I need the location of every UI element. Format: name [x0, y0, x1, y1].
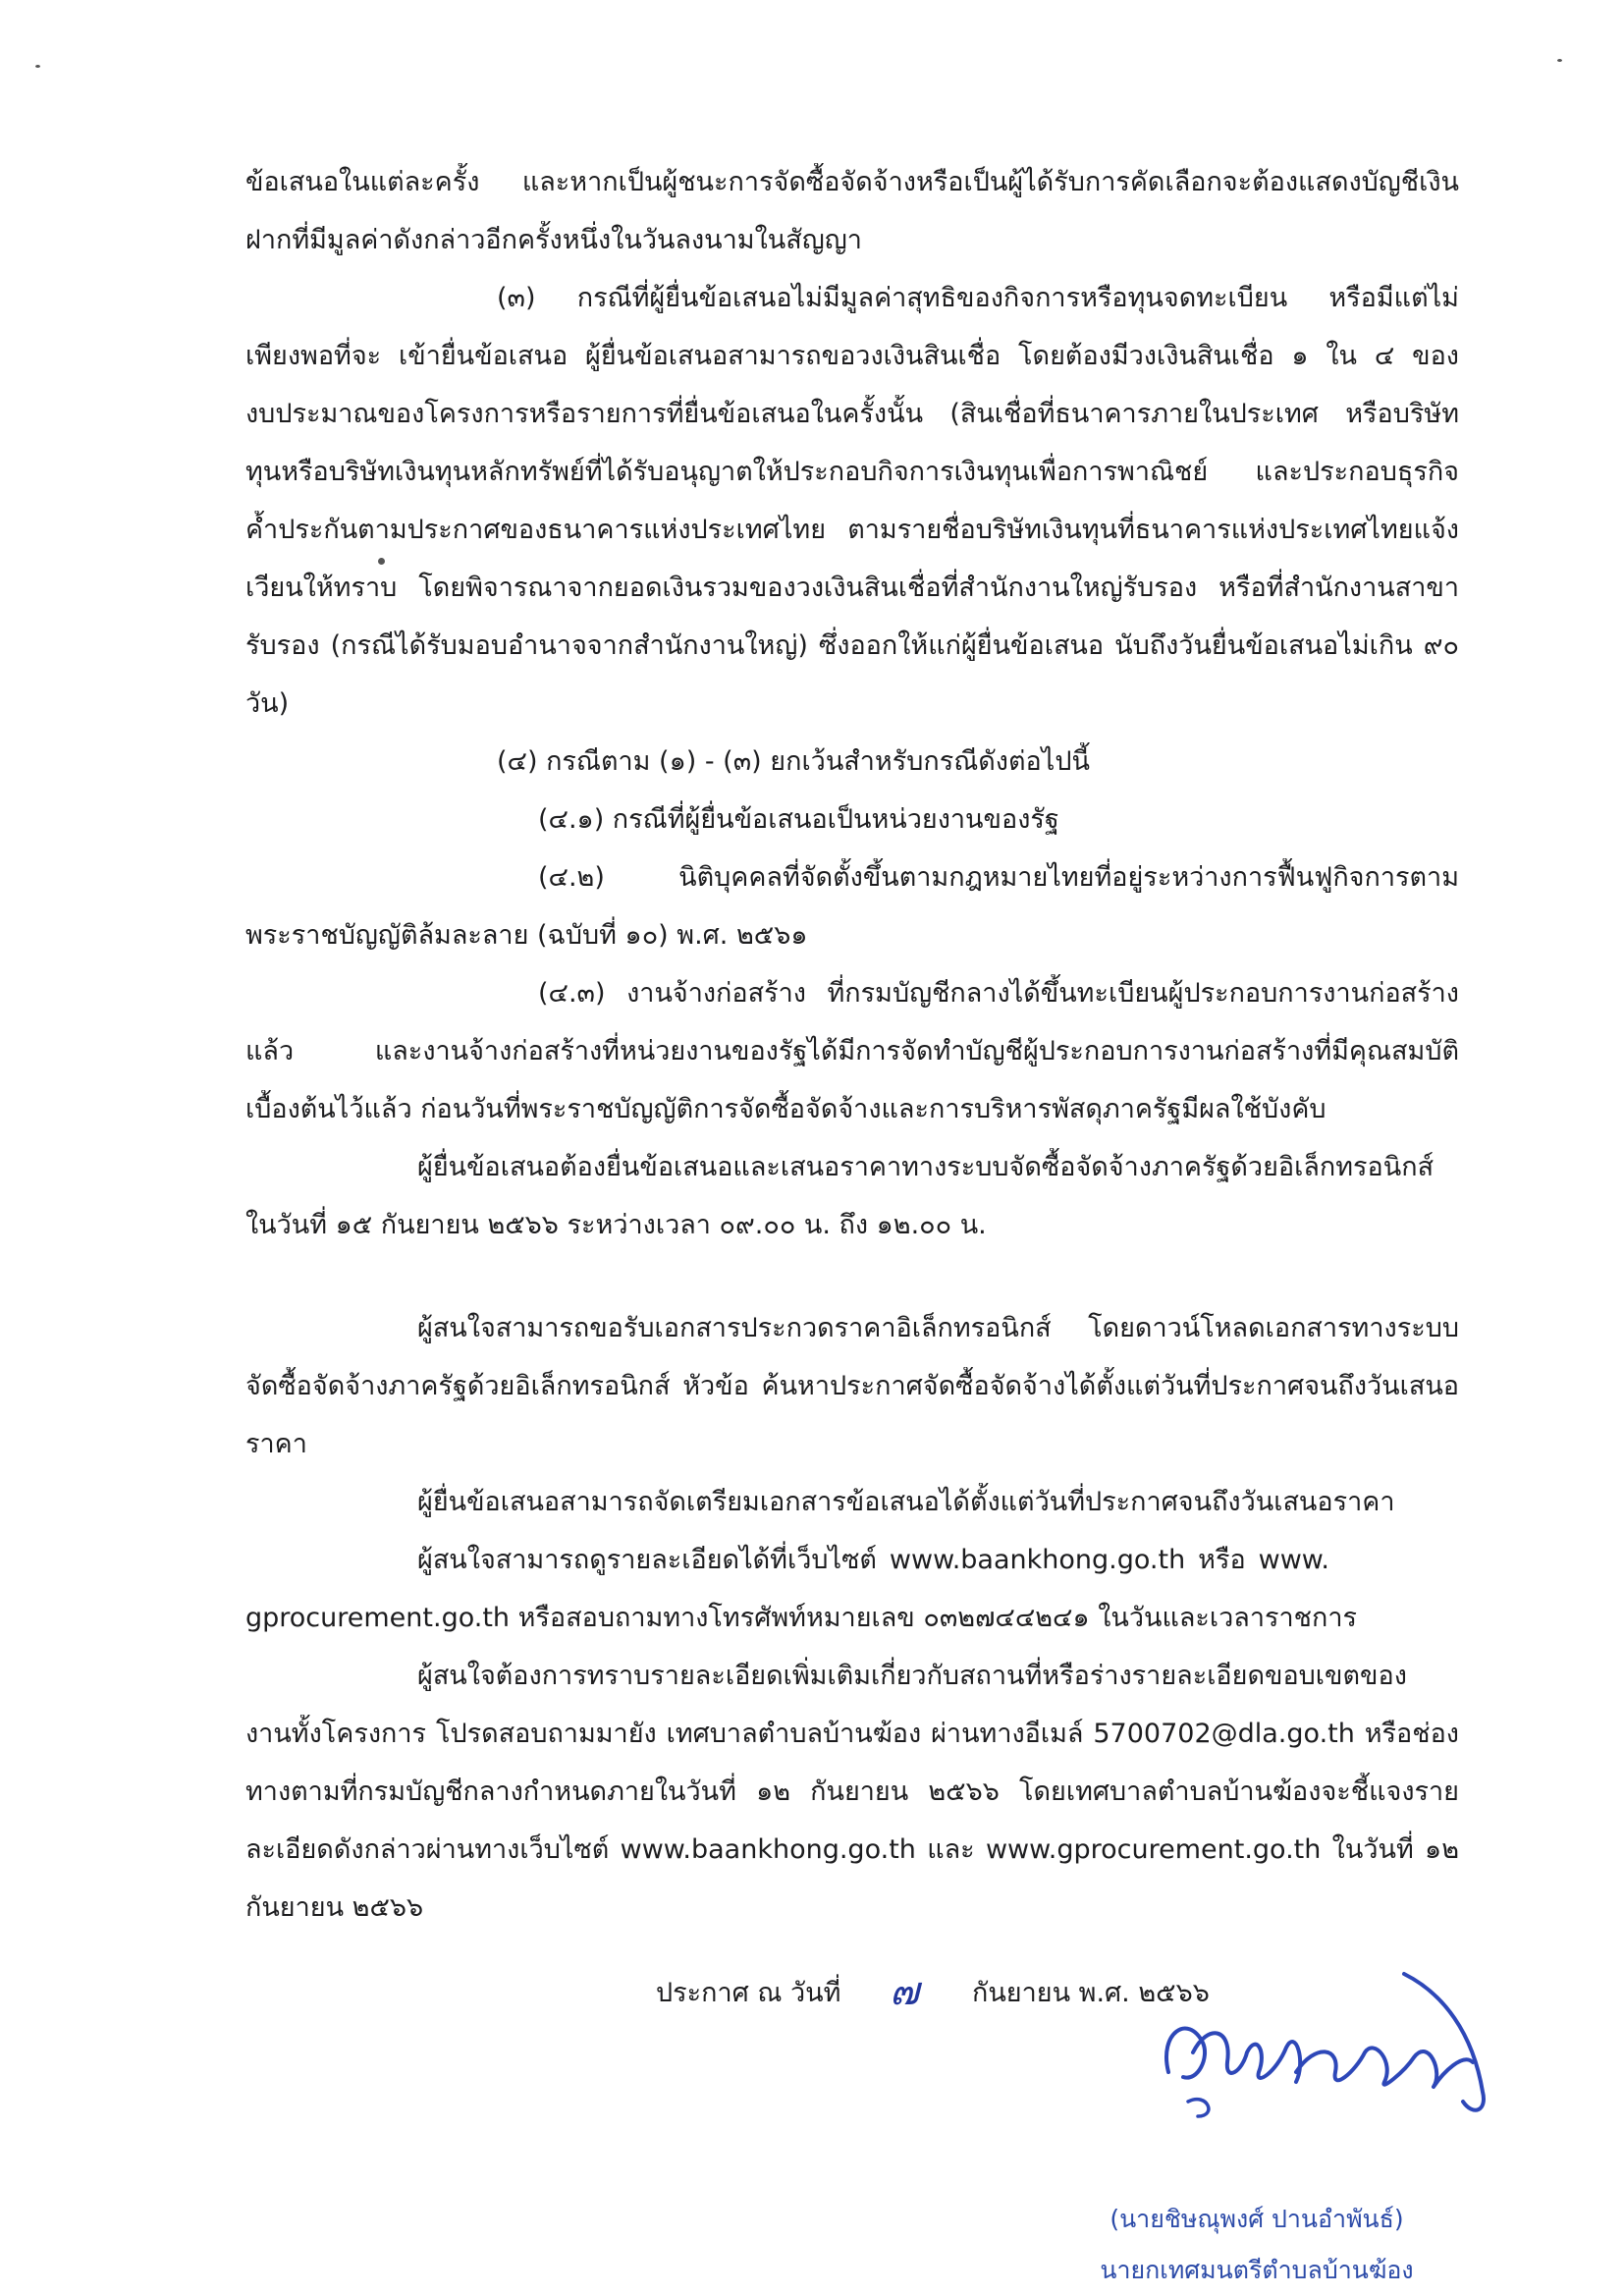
- paragraph-line: ราคา: [245, 1429, 307, 1459]
- paragraph-line: งบประมาณของโครงการหรือรายการที่ยื่นข้อเสนอในครั้งนั้น (สินเชื่อที่ธนาคารภายในประเทศ หรือบริษัท: [245, 399, 1459, 429]
- signatory-position: นายกเทศมนตรีตำบลบ้านฆ้อง: [1100, 2256, 1414, 2284]
- paragraph-line: วัน): [245, 688, 290, 719]
- paragraph-line: กันยายน ๒๕๖๖: [245, 1892, 424, 1923]
- paragraph-line: ทางตามที่กรมบัญชีกลางกำหนดภายในวันที่ ๑๒ กันยายน ๒๕๖๖ โดยเทศบาลตำบลบ้านฆ้องจะชี้แจงราย: [245, 1777, 1459, 1807]
- scan-speck: [1557, 59, 1562, 62]
- signature-block: [1041, 2200, 1473, 2290]
- announce-date-suffix: กันยายน พ.ศ. ๒๕๖๖: [972, 1978, 1210, 2008]
- paragraph-line: งานทั้งโครงการ โปรดสอบถามมายัง เทศบาลตำบลบ้านฆ้อง ผ่านทางอีเมล์ 5700702@dla.go.th หรือช่อง: [245, 1719, 1459, 1749]
- scan-speck: [35, 65, 40, 68]
- paragraph-line: ผู้สนใจสามารถดูรายละเอียดได้ที่เว็บไซต์ www.baankhong.go.th หรือ www.: [417, 1545, 1329, 1575]
- paragraph-line: รับรอง (กรณีได้รับมอบอำนาจจากสำนักงานใหญ่) ซึ่งออกให้แก่ผู้ยื่นข้อเสนอ นับถึงวันยื่นข้อเสนอไม่เกิน ๙๐: [245, 630, 1459, 661]
- paragraph-line: ฝากที่มีมูลค่าดังกล่าวอีกครั้งหนึ่งในวันลงนามในสัญญา: [245, 225, 862, 255]
- paragraph-line: ผู้ยื่นข้อเสนอสามารถจัดเตรียมเอกสารข้อเสนอได้ตั้งแต่วันที่ประกาศจนถึงวันเสนอราคา: [417, 1487, 1395, 1517]
- paragraph-line: เพียงพอที่จะ เข้ายื่นข้อเสนอ ผู้ยื่นข้อเสนอสามารถขอวงเงินสินเชื่อ โดยต้องมีวงเงินสินเชื่อ ๑ ใน ๔ ของ: [245, 341, 1459, 371]
- paragraph-line: ละเอียดดังกล่าวผ่านทางเว็บไซต์ www.baankhong.go.th และ www.gprocurement.go.th ในวันที่ ๑๒: [245, 1834, 1459, 1865]
- paragraph-line: ในวันที่ ๑๕ กันยายน ๒๕๖๖ ระหว่างเวลา ๐๙.๐๐ น. ถึง ๑๒.๐๐ น.: [245, 1210, 987, 1240]
- paragraph-line: ค้ำประกันตามประกาศของธนาคารแห่งประเทศไทย ตามรายชื่อบริษัทเงินทุนที่ธนาคารแห่งประเทศไทยแจ้ง: [245, 515, 1459, 545]
- signatory-name: (นายชิษณุพงศ์ ปานอำพันธ์): [1110, 2205, 1404, 2233]
- paragraph-line: (๓) กรณีที่ผู้ยื่นข้อเสนอไม่มีมูลค่าสุทธิของกิจการหรือทุนจดทะเบียน หรือมีแต่ไม่: [497, 283, 1459, 313]
- paragraph-line: ผู้สนใจสามารถขอรับเอกสารประกวดราคาอิเล็กทรอนิกส์ โดยดาวน์โหลดเอกสารทางระบบ: [417, 1313, 1459, 1343]
- paragraph-line: ผู้ยื่นข้อเสนอต้องยื่นข้อเสนอและเสนอราคาทางระบบจัดซื้อจัดจ้างภาครัฐด้วยอิเล็กทรอนิกส์: [417, 1152, 1435, 1182]
- paragraph-line: จัดซื้อจัดจ้างภาครัฐด้วยอิเล็กทรอนิกส์ หัวข้อ ค้นหาประกาศจัดซื้อจัดจ้างได้ตั้งแต่วันที่ประกาศจนถึงวันเสนอ: [245, 1371, 1459, 1401]
- paragraph-line: แล้ว และงานจ้างก่อสร้างที่หน่วยงานของรัฐได้มีการจัดทำบัญชีผู้ประกอบการงานก่อสร้างที่มีคุณสมบัติ: [245, 1036, 1459, 1066]
- signature-image: [1149, 1954, 1542, 2121]
- scan-speck: [378, 558, 385, 565]
- paragraph-line: เบื้องต้นไว้แล้ว ก่อนวันที่พระราชบัญญัติการจัดซื้อจัดจ้างและการบริหารพัสดุภาครัฐมีผลใช้บังคับ: [245, 1094, 1326, 1124]
- paragraph-line: ผู้สนใจต้องการทราบรายละเอียดเพิ่มเติมเกี่ยวกับสถานที่หรือร่างรายละเอียดขอบเขตของ: [417, 1661, 1407, 1691]
- paragraph-line: (๔.๑) กรณีที่ผู้ยื่นข้อเสนอเป็นหน่วยงานของรัฐ: [538, 804, 1059, 835]
- announce-date-prefix: ประกาศ ณ วันที่: [656, 1978, 841, 2008]
- paragraph-line: ทุนหรือบริษัทเงินทุนหลักทรัพย์ที่ได้รับอนุญาตให้ประกอบกิจการเงินทุนเพื่อการพาณิชย์ และประกอบธุรกิจ: [245, 457, 1459, 487]
- paragraph-line: gprocurement.go.th หรือสอบถามทางโทรศัพท์หมายเลข ๐๓๒๗๔๔๒๔๑ ในวันและเวลาราชการ: [245, 1603, 1358, 1633]
- paragraph-line: เวียนให้ทราบ โดยพิจารณาจากยอดเงินรวมของวงเงินสินเชื่อที่สำนักงานใหญ่รับรอง หรือที่สำนักงานสาขา: [245, 573, 1459, 603]
- paragraph-line: (๔) กรณีตาม (๑) - (๓) ยกเว้นสำหรับกรณีดังต่อไปนี้: [497, 746, 1090, 777]
- paragraph-line: พระราชบัญญัติล้มละลาย (ฉบับที่ ๑๐) พ.ศ. ๒๕๖๑: [245, 920, 808, 951]
- handwritten-day: ๗: [890, 1969, 920, 2014]
- paragraph-line: (๔.๓) งานจ้างก่อสร้าง ที่กรมบัญชีกลางได้ขึ้นทะเบียนผู้ประกอบการงานก่อสร้าง: [538, 978, 1459, 1009]
- paragraph-line: ข้อเสนอในแต่ละครั้ง และหากเป็นผู้ชนะการจัดซื้อจัดจ้างหรือเป็นผู้ได้รับการคัดเลือกจะต้องแสดงบัญชีเงิน: [245, 167, 1459, 197]
- paragraph-line: (๔.๒) นิติบุคคลที่จัดตั้งขึ้นตามกฎหมายไทยที่อยู่ระหว่างการฟื้นฟูกิจการตาม: [538, 862, 1459, 893]
